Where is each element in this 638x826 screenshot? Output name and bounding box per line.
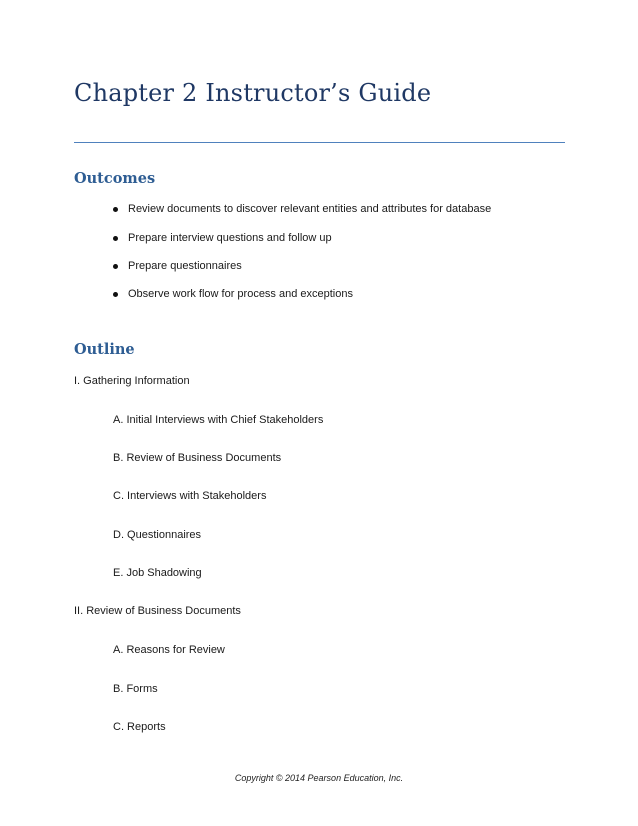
bullet-icon bbox=[113, 292, 118, 297]
bullet-icon bbox=[113, 207, 118, 212]
outcomes-heading: Outcomes bbox=[74, 170, 156, 187]
page-title: Chapter 2 Instructor’s Guide bbox=[74, 79, 432, 107]
outcome-item bbox=[113, 203, 491, 215]
outline-subsection: B. Review of Business Documents bbox=[113, 452, 282, 464]
outcome-item bbox=[113, 232, 332, 244]
outline-subsection: E. Job Shadowing bbox=[113, 567, 202, 579]
bullet-icon bbox=[113, 264, 118, 269]
bullet-icon bbox=[113, 236, 118, 241]
outline-section: I. Gathering Information bbox=[74, 375, 190, 387]
outcome-item bbox=[113, 260, 242, 272]
title-divider bbox=[74, 142, 565, 143]
outline-section: II. Review of Business Documents bbox=[74, 605, 241, 617]
outcome-text: Review documents to discover relevant entities and attributes for database bbox=[128, 203, 492, 215]
outline-subsection: C. Interviews with Stakeholders bbox=[113, 490, 267, 502]
outline-heading: Outline bbox=[74, 341, 135, 358]
outcome-item bbox=[113, 288, 353, 300]
outcome-text: Observe work flow for process and exceptions bbox=[128, 288, 353, 300]
copyright-footer: Copyright © 2014 Pearson Education, Inc. bbox=[234, 773, 404, 783]
outcome-text: Prepare questionnaires bbox=[128, 260, 242, 272]
outline-subsection: A. Initial Interviews with Chief Stakeholders bbox=[113, 414, 324, 426]
outline-subsection: C. Reports bbox=[113, 721, 166, 733]
outline-subsection: A. Reasons for Review bbox=[113, 644, 225, 656]
outline-subsection: B. Forms bbox=[113, 683, 158, 695]
outline-subsection: D. Questionnaires bbox=[113, 529, 202, 541]
outcome-text: Prepare interview questions and follow up bbox=[128, 232, 332, 244]
